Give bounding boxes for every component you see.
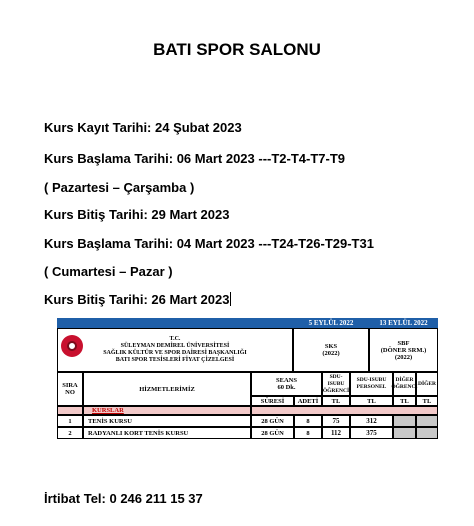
section-kurslar: KURSLAR <box>83 406 251 415</box>
row-2-diger-ogr <box>393 427 416 439</box>
text-cursor <box>230 292 231 306</box>
university-logo <box>61 335 83 357</box>
start-date-label-1: Kurs Başlama Tarihi: <box>44 151 174 166</box>
days-line-2 <box>44 264 173 279</box>
seans-label: SEANS <box>276 377 297 384</box>
col-sdu-personel <box>350 372 393 396</box>
row-2-ogr: 112 <box>322 427 350 439</box>
col-diger-ogrenci <box>393 372 416 396</box>
sks-label: SKS <box>324 343 338 350</box>
start-date-line-2 <box>44 236 374 251</box>
sdu-per-2: PERSONEL <box>356 384 387 390</box>
days-label-1: ( Pazartesi – Çarşamba ) <box>44 180 195 195</box>
row-2-per: 375 <box>350 427 393 439</box>
end-date-label-1: Kurs Bitiş Tarihi: <box>44 207 148 222</box>
section-fill <box>251 406 438 415</box>
page-title: BATI SPOR SALONU <box>153 40 321 59</box>
price-table <box>57 318 438 450</box>
diger-ogr-1: DİĞER <box>395 377 414 383</box>
no-label: NO <box>65 389 75 396</box>
end-date-value-1: 29 Mart 2023 <box>147 207 230 222</box>
row-1-no: 1 <box>57 415 83 427</box>
row-1-diger <box>416 415 438 427</box>
sdu-ogr-1: SDU- <box>329 373 343 380</box>
col-sdu-ogrenci <box>322 372 350 396</box>
days-label-2: ( Cumartesi – Pazar ) <box>44 264 173 279</box>
end-date-line-2 <box>44 292 231 307</box>
row-2-adet: 8 <box>294 427 322 439</box>
row-1-per: 312 <box>350 415 393 427</box>
contact-phone: İrtibat Tel: 0 246 211 15 37 <box>44 491 203 506</box>
sira-label: SIRA <box>62 382 78 389</box>
sdu-ogr-2: ISUBU <box>327 380 345 387</box>
sbf-year: (2022) <box>394 353 413 361</box>
row-2-sure: 28 GÜN <box>251 427 294 439</box>
row-2-name: RADYANLI KORT TENİS KURSU <box>83 427 251 439</box>
row-1-name: TENİS KURSU <box>83 415 251 427</box>
registration-date-label: Kurs Kayıt Tarihi: <box>44 120 152 135</box>
table-heading <box>57 328 293 372</box>
start-date-label-2: Kurs Başlama Tarihi: <box>44 236 174 251</box>
row-1-sure: 28 GÜN <box>251 415 294 427</box>
col-adeti: ADETİ <box>294 396 322 406</box>
registration-date-line <box>44 120 242 135</box>
heading-price-list: BATI SPOR TESİSLERİ FİYAT ÇİZELGESİ <box>115 357 235 363</box>
start-date-value-2: 04 Mart 2023 ---T24-T26-T29-T31 <box>173 236 374 251</box>
heading-department: SAĞLIK KÜLTÜR VE SPOR DAİRESİ BAŞKANLIĞI <box>103 350 247 356</box>
col-seans <box>251 372 322 396</box>
date-1: 5 EYLÜL 2022 <box>308 319 354 327</box>
row-1-ogr: 75 <box>322 415 350 427</box>
heading-university: SÜLEYMAN DEMİREL ÜNİVERSİTESİ <box>120 343 230 349</box>
tl-3: TL <box>393 396 416 406</box>
end-date-label-2: Kurs Bitiş Tarihi: <box>44 292 148 307</box>
row-1-diger-ogr <box>393 415 416 427</box>
seans-duration: 60 Dk. <box>277 384 296 391</box>
diger-ogr-2: ÖĞRENCİ <box>391 384 418 390</box>
section-no-cell <box>57 406 83 415</box>
days-line-1 <box>44 180 194 195</box>
start-date-line-1 <box>44 151 345 166</box>
date-2: 13 EYLÜL 2022 <box>379 319 428 327</box>
tl-1: TL <box>322 396 350 406</box>
sbf-sub: (DÖNER SRM.) <box>380 346 427 354</box>
sdu-ogr-3: ÖĞRENCİ <box>322 387 350 394</box>
sbf-label: SBF <box>397 339 410 347</box>
sdu-per-1: SDU-ISUBU <box>356 377 387 383</box>
sbf-header <box>369 328 438 372</box>
sks-year: (2022) <box>322 350 340 357</box>
tl-2: TL <box>350 396 393 406</box>
col-sira-no <box>57 372 83 406</box>
col-diger: DİĞER <box>416 372 438 396</box>
end-date-value-2: 26 Mart 2023 <box>147 292 230 307</box>
row-1-adet: 8 <box>294 415 322 427</box>
col-hizmet: HİZMETLERİMİZ <box>83 372 251 406</box>
row-2-no: 2 <box>57 427 83 439</box>
tl-4: TL <box>416 396 438 406</box>
col-suresi: SÜRESİ <box>251 396 294 406</box>
end-date-line-1 <box>44 207 229 222</box>
registration-date-value: 24 Şubat 2023 <box>151 120 242 135</box>
start-date-value-1: 06 Mart 2023 ---T2-T4-T7-T9 <box>173 151 346 166</box>
heading-tc: T.C. <box>169 336 181 342</box>
row-2-diger <box>416 427 438 439</box>
sks-header <box>293 328 369 372</box>
